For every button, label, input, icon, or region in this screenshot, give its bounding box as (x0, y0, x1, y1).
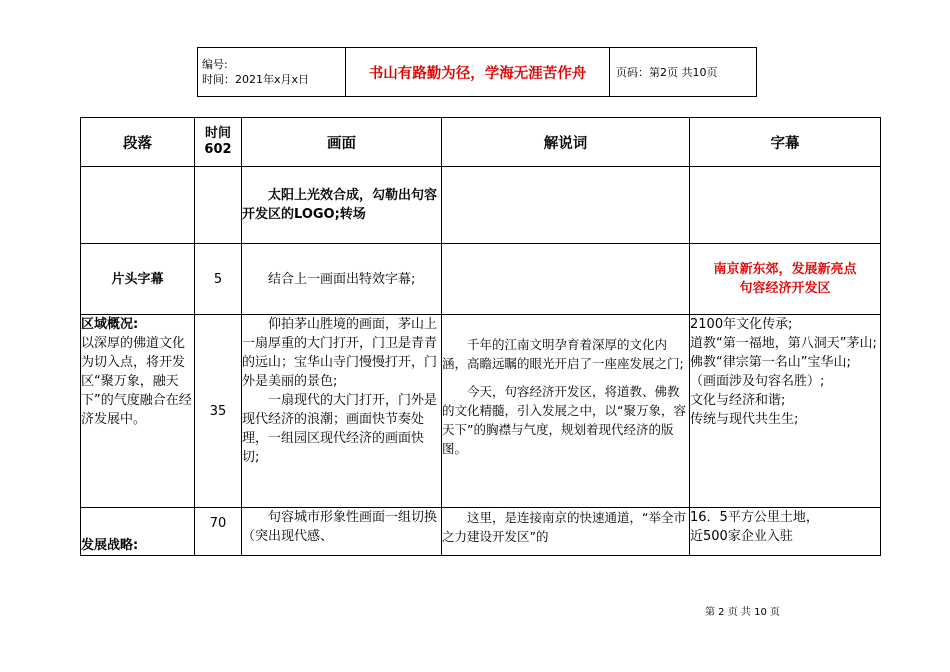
row1-subtitle (690, 167, 881, 244)
row2-narration (442, 244, 690, 315)
row4-picture-text: 句容城市形象性画面一组切换（突出现代感、 (242, 510, 438, 544)
page-footer: 第 2 页 共 10 页 (705, 607, 780, 618)
row4-segment: 发展战略: (81, 508, 195, 556)
row3-segment (81, 315, 195, 508)
table-row (81, 244, 881, 315)
row4-time: 70 (195, 508, 242, 556)
row3-picture-p2: 一扇现代的大门打开，门外是现代经济的浪潮；画面快节奏处理，一组园区现代经济的画面快切; (242, 393, 438, 465)
time-label: 时间：2021年x月x日 (202, 73, 310, 86)
row2-subtitle-line2: 句容经济开发区 (739, 281, 831, 296)
table-row (81, 508, 881, 556)
row4-narration (442, 508, 690, 556)
row3-narration-p1: 千年的江南文明孕育着深厚的文化内涵，高瞻远瞩的眼光开启了一座座发展之门; (442, 337, 684, 371)
row3-segment-body: 以深厚的佛道文化为切入点，将开发区“聚万象，融天下”的气度融合在经济发展中。 (81, 336, 192, 427)
col-header-subtitle: 字幕 (690, 118, 881, 167)
row1-picture (242, 167, 442, 244)
row3-subtitle-l4: （画面涉及句容名胜）; (690, 374, 825, 389)
row2-time: 5 (195, 244, 242, 315)
row2-segment: 片头字幕 (81, 244, 195, 315)
table-row (81, 167, 881, 244)
row4-subtitle-l2: 近500家企业入驻 (690, 529, 793, 544)
col-header-time-line1: 时间 (204, 126, 231, 141)
table-row (81, 315, 881, 508)
row3-picture-p1: 仰拍茅山胜境的画面，茅山上一扇厚重的大门打开，门卫是青青的远山；宝华山寺门慢慢打开，门外是美丽的景色; (242, 317, 438, 389)
row4-subtitle-l1: 16．5平方公里土地， (690, 510, 819, 525)
row1-time (195, 167, 242, 244)
row3-subtitle-l6: 传统与现代共生生; (690, 412, 799, 427)
document-header (197, 47, 757, 97)
row3-subtitle-l3: 佛教“律宗第一名山”宝华山; (690, 355, 851, 370)
row1-narration (442, 167, 690, 244)
row4-subtitle (690, 508, 881, 556)
script-table (80, 117, 881, 556)
row3-time: 35 (195, 315, 242, 508)
row2-picture (242, 244, 442, 315)
col-header-time (195, 118, 242, 167)
row2-picture-text: 结合上一画面出特效字幕; (268, 271, 416, 287)
row2-subtitle (690, 244, 881, 315)
row3-subtitle-l1: 2100年文化传承; (690, 317, 793, 332)
col-header-narration: 解说词 (442, 118, 690, 167)
table-header-row (81, 118, 881, 167)
col-header-time-line2: 602 (204, 142, 232, 157)
row3-subtitle-l5: 文化与经济和谐; (690, 393, 786, 408)
header-motto: 书山有路勤为径，学海无涯苦作舟 (346, 48, 610, 97)
row3-segment-title: 区域概况: (81, 317, 139, 332)
row3-narration (442, 315, 690, 508)
row1-picture-text: 太阳上光效合成，勾勒出句容开发区的LOGO;转场 (242, 188, 438, 222)
code-label: 编号: (202, 58, 228, 71)
row3-subtitle-l2: 道教“第一福地，第八洞天”茅山; (690, 336, 877, 351)
row4-narration-text: 这里，是连接南京的快速通道，“举全市之力建设开发区”的 (442, 510, 686, 544)
col-header-segment: 段落 (81, 118, 195, 167)
header-page-label: 页码：第2页 共10页 (610, 48, 757, 97)
col-header-picture: 画面 (242, 118, 442, 167)
row4-picture (242, 508, 442, 556)
row3-subtitle (690, 315, 881, 508)
row2-subtitle-line1: 南京新东郊，发展新亮点 (713, 262, 857, 277)
header-meta-cell (198, 48, 346, 97)
row3-narration-p2: 今天，句容经济开发区，将道教、佛教的文化精髓，引入发展之中，以“聚万象，容天下”的胸襟与气度，规划着现代经济的版图。 (442, 384, 686, 456)
row3-picture (242, 315, 442, 508)
row1-segment (81, 167, 195, 244)
